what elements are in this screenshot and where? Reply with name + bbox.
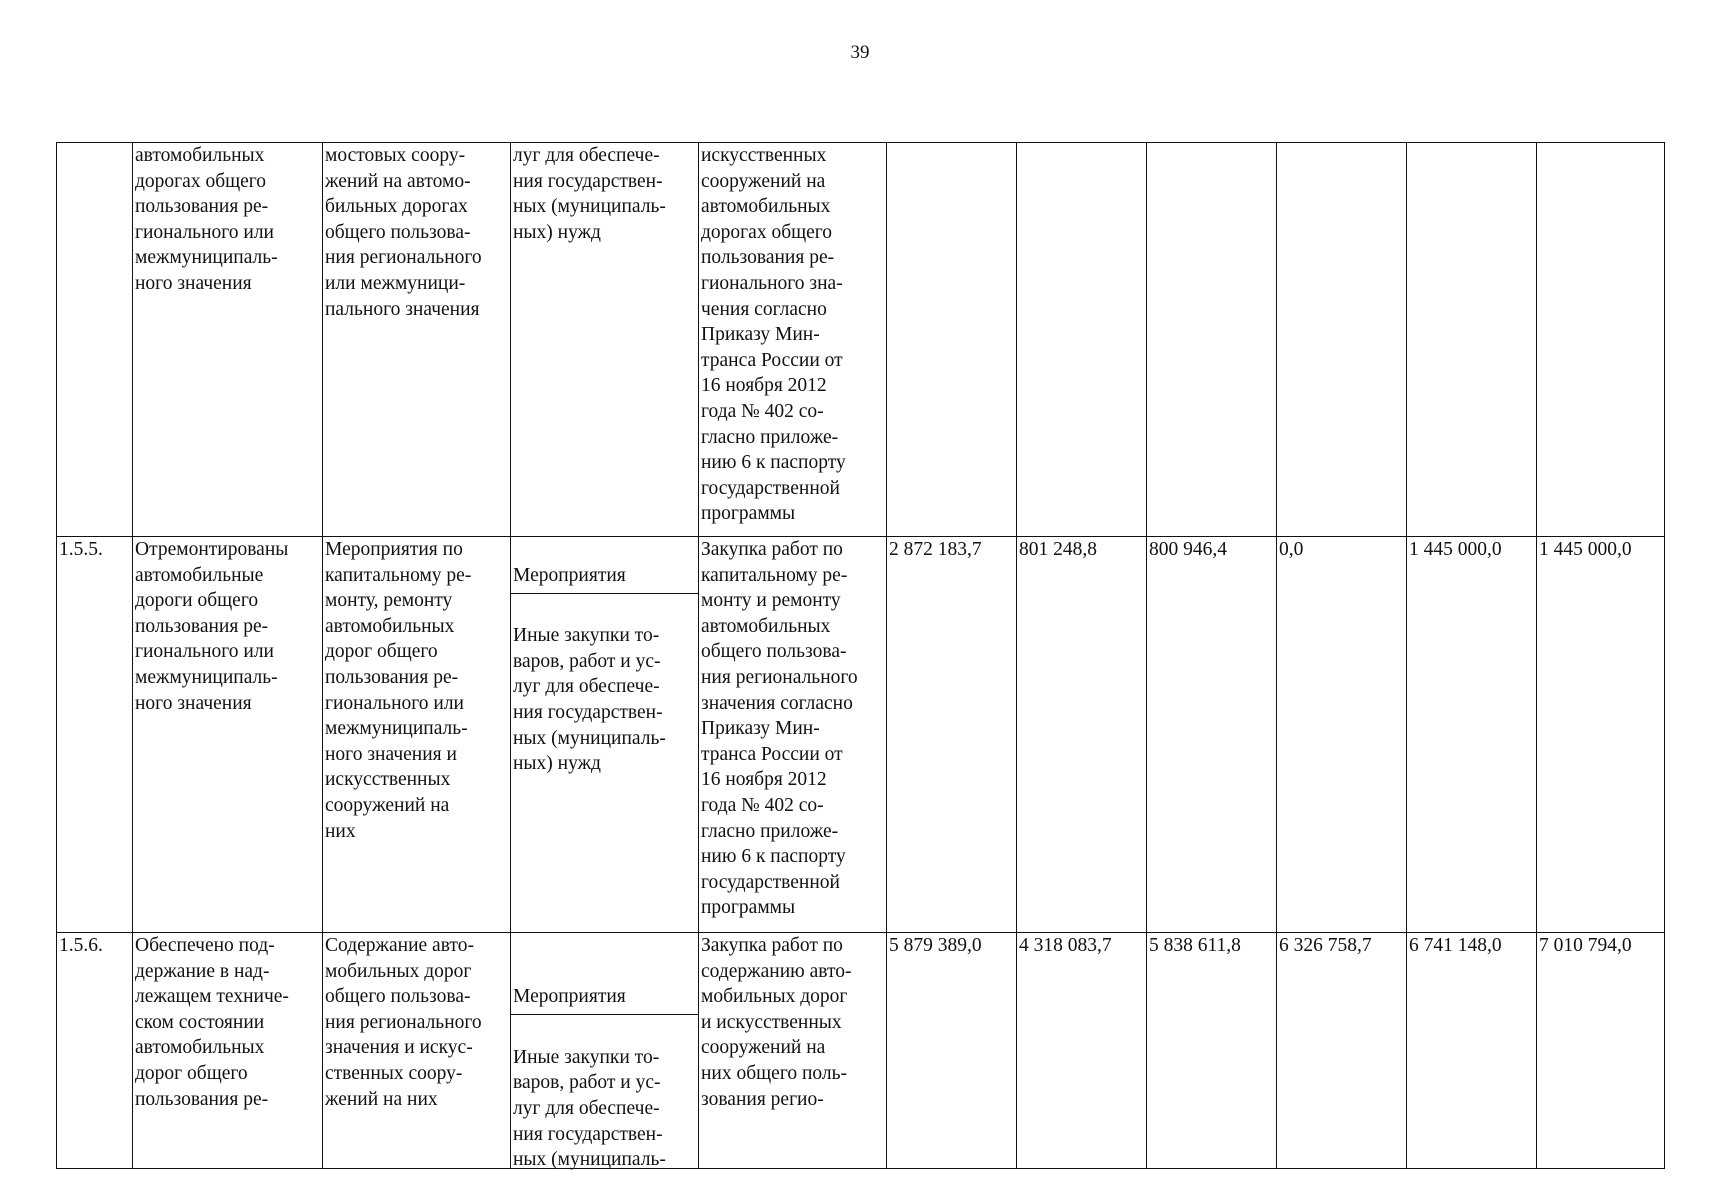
expense-type-label: Мероприятия (511, 563, 698, 594)
amount-cell: 4 318 083,7 (1017, 933, 1147, 1169)
item-number (57, 143, 133, 537)
item-number: 1.5.6. (57, 933, 133, 1169)
amount-cell: 7 010 794,0 (1537, 933, 1665, 1169)
amount-cell: 801 248,8 (1017, 537, 1147, 933)
amount-cell (1277, 143, 1407, 537)
activity-description: Закупка работ по содержанию авто- мобильных дорог и искусственных сооружений на них общего поль- зования регио- (699, 933, 887, 1169)
expense-type-detail: Иные закупки то- варов, работ и ус- луг для обеспече- ния государствен- ных (муниципаль- ных) нужд (513, 625, 666, 775)
expense-type (511, 537, 699, 933)
expense-type-detail: Иные закупки то- варов, работ и ус- луг для обеспече- ния государствен- ных (муниципаль- (513, 1046, 666, 1171)
amount-cell (887, 143, 1017, 537)
amount-cell (1147, 143, 1277, 537)
expense-type (511, 933, 699, 1169)
amount-cell: 5 879 389,0 (887, 933, 1017, 1169)
expected-result: автомобильных дорогах общего пользования ре- гионального или межмуниципаль- ного значения (133, 143, 323, 537)
program-table (56, 142, 1665, 1169)
amount-cell: 1 445 000,0 (1407, 537, 1537, 933)
amount-cell: 2 872 183,7 (887, 537, 1017, 933)
amount-cell: 5 838 611,8 (1147, 933, 1277, 1169)
amount-cell (1537, 143, 1665, 537)
amount-cell: 1 445 000,0 (1537, 537, 1665, 933)
amount-cell: 6 741 148,0 (1407, 933, 1537, 1169)
table-row (57, 933, 1665, 1169)
expected-result-text: Обеспечено под- держание в над- лежащем техниче- ском состоянии автомобильных дорог общего пользования ре- (135, 935, 289, 1110)
activity-name: Содержание авто- мобильных дорог общего пользова- ния регионального значения и искус- ственных соору- жений на них (323, 933, 511, 1169)
table-row (57, 537, 1665, 933)
page-number: 39 (850, 42, 870, 63)
expense-type (511, 143, 699, 537)
amount-cell (1017, 143, 1147, 537)
activity-name: мостовых соору- жений на автомо- бильных дорогах общего пользова- ния регионального или межмуници- пального значения (323, 143, 511, 537)
amount-cell: 6 326 758,7 (1277, 933, 1407, 1169)
amount-cell (1407, 143, 1537, 537)
expected-result: Отремонтированы автомобильные дороги общего пользования ре- гионального или межмуниципаль- ного значения (133, 537, 323, 933)
amount-cell: 800 946,4 (1147, 537, 1277, 933)
expected-result (133, 933, 323, 1169)
activity-description: искусственных сооружений на автомобильных дорогах общего пользования ре- гионального зна- чения согласно Приказу Мин- транса России от 16 ноября 2012 года № 402 со- гласно приложе- нию 6 к паспорту государственной программы (699, 143, 887, 537)
activity-description: Закупка работ по капитальному ре- монту и ремонту автомобильных общего пользова- ния регионального значения согласно Приказу Мин- транса России от 16 ноября 2012 года № 402 со- гласно приложе- нию 6 к паспорту государственной программы (699, 537, 887, 933)
table-row (57, 143, 1665, 537)
expense-type-label: Мероприятия (511, 984, 698, 1015)
item-number: 1.5.5. (57, 537, 133, 933)
activity-name: Мероприятия по капитальному ре- монту, ремонту автомобильных дорог общего пользования ре- гионального или межмуниципаль- ного значения и искусственных сооружений на них (323, 537, 511, 933)
expense-type-detail: луг для обеспече- ния государствен- ных (муниципаль- ных) нужд (513, 145, 666, 243)
amount-cell: 0,0 (1277, 537, 1407, 933)
expense-type-wrap (513, 959, 696, 1171)
